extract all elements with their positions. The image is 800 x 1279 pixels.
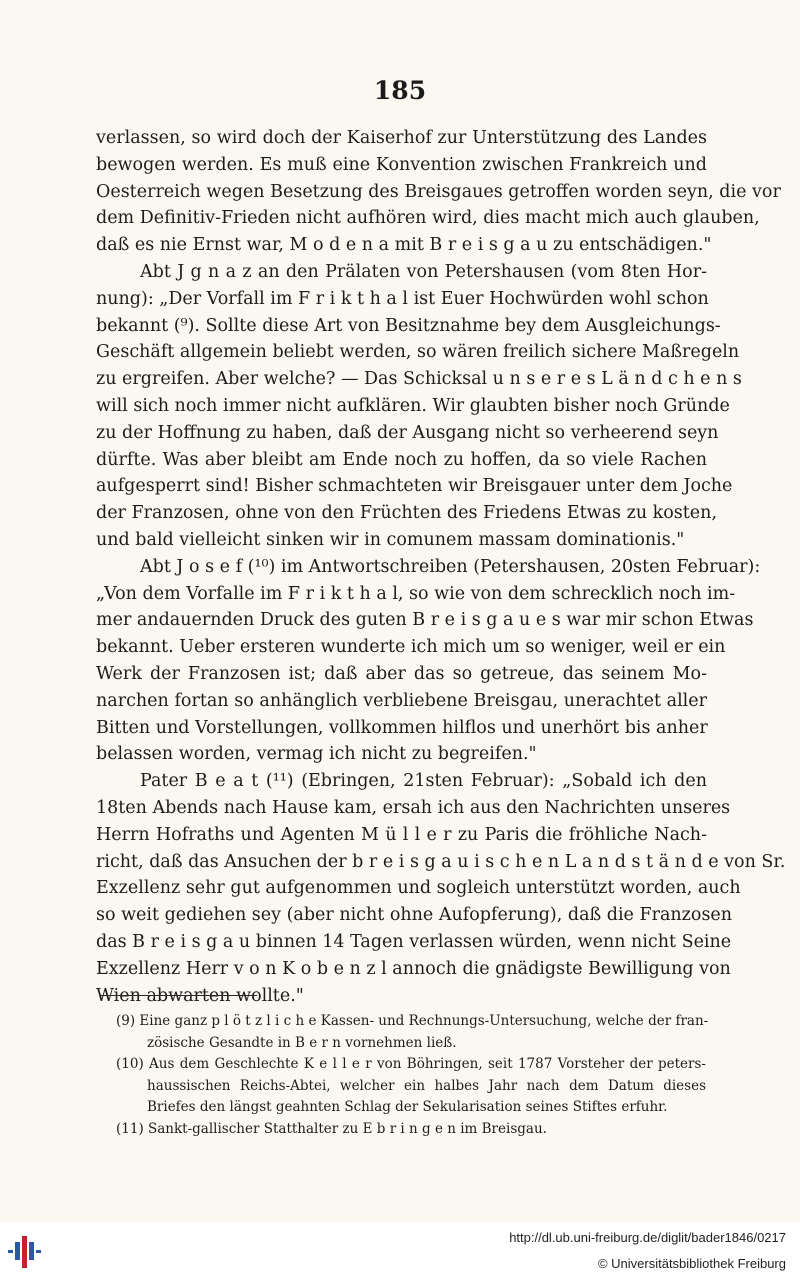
text-line: mer andauernden Druck des guten B r e i s g a u e s war mir schon Etwas [96, 610, 754, 631]
text-line: narchen fortan so anhänglich verbliebene Breisgau, unerachtet aller [96, 690, 707, 711]
text-line: Abt J g n a z an den Prälaten von Petershausen (vom 8ten Hor- [140, 261, 707, 282]
footnote-line: (11) Sankt-gallischer Statthalter zu E b r i n g e n im Breisgau. [116, 1120, 547, 1137]
text-line: bekannt. Ueber ersteren wunderte ich mich um so weniger, weil er ein [96, 637, 726, 658]
text-line: der Franzosen, ohne von den Früchten des Friedens Etwas zu kosten, [96, 503, 718, 524]
text-line: belassen worden, vermag ich nicht zu begreifen." [96, 744, 537, 765]
text-line: Pater B e a t (¹¹) (Ebringen, 21sten Februar): „Sobald ich den [140, 771, 707, 792]
ub-freiburg-logo-icon [6, 1230, 42, 1270]
text-line: daß es nie Ernst war, M o d e n a mit B r e i s g a u zu entschädigen." [96, 235, 712, 256]
text-line: zu der Hoffnung zu haben, daß der Ausgang nicht so verheerend seyn [96, 422, 719, 443]
text-line: „Von dem Vorfalle im F r i k t h a l, so wie von dem schrecklich noch im- [96, 583, 736, 604]
text-line: dürfte. Was aber bleibt am Ende noch zu hoffen, da so viele Rachen [96, 449, 707, 470]
text-line: das B r e i s g a u binnen 14 Tagen verlassen würden, wenn nicht Seine [96, 931, 732, 952]
text-line: Oesterreich wegen Besetzung des Breisgaues getroffen worden seyn, die vor [96, 181, 781, 202]
text-line: bekannt (⁹). Sollte diese Art von Besitznahme bey dem Ausgleichungs- [96, 315, 721, 336]
page-number: 185 [373, 76, 427, 105]
body-text [96, 125, 786, 1009]
text-line: und bald vielleicht sinken wir in comunem massam dominationis." [96, 529, 685, 550]
text-line: Wien abwarten wollte." [96, 985, 304, 1006]
text-line: 18ten Abends nach Hause kam, ersah ich aus den Nachrichten unseres [96, 797, 731, 818]
text-line: verlassen, so wird doch der Kaiserhof zur Unterstützung des Landes [96, 128, 707, 148]
footnote-line: (10) Aus dem Geschlechte K e l l e r von Böhringen, seit 1787 Vorsteher der peters- [116, 1056, 706, 1072]
text-line: nung): „Der Vorfall im F r i k t h a l ist Euer Hochwürden wohl schon [96, 288, 709, 309]
copyright-notice: © Universitätsbibliothek Freiburg [597, 1256, 786, 1271]
text-line: will sich noch immer nicht aufklären. Wir glaubten bisher noch Gründe [96, 395, 730, 416]
text-line: Geschäft allgemein beliebt werden, so wären freilich sichere Maßregeln [96, 342, 740, 363]
text-line: zu ergreifen. Aber welche? — Das Schicksal u n s e r e s L ä n d c h e n s [96, 369, 742, 390]
text-line: Abt J o s e f (¹⁰) im Antwortschreiben (Petershausen, 20sten Februar): [140, 556, 761, 577]
text-line: richt, daß das Ansuchen der b r e i s g a u i s c h e n L a n d s t ä n d e von Sr. [96, 851, 786, 872]
footnote-divider [101, 995, 257, 996]
footnote-line: (9) Eine ganz p l ö t z l i c h e Kassen- und Rechnungs-Untersuchung, welche der fran- [116, 1013, 709, 1029]
footnote-line: zösische Gesandte in B e r n vornehmen ließ. [147, 1034, 457, 1051]
text-line: Exzellenz Herr v o n K o b e n z l annoch die gnädigste Bewilligung von [96, 958, 731, 979]
text-line: dem Definitiv-Frieden nicht aufhören wird, dies macht mich auch glauben, [96, 208, 760, 229]
permalink[interactable]: http://dl.ub.uni-freiburg.de/diglit/bader1846/0217 [509, 1230, 786, 1245]
footnotes [116, 1011, 709, 1140]
text-line: Bitten und Vorstellungen, vollkommen hilflos und unerhört bis anher [96, 717, 708, 738]
text-line: Herrn Hofraths und Agenten M ü l l e r zu Paris die fröhliche Nach- [96, 824, 707, 845]
footnote-line: haussischen Reichs-Abtei, welcher ein halbes Jahr nach dem Datum dieses [147, 1077, 706, 1094]
text-line: bewogen werden. Es muß eine Konvention zwischen Frankreich und [96, 154, 707, 175]
text-line: aufgesperrt sind! Bisher schmachteten wir Breisgauer unter dem Joche [96, 476, 733, 497]
viewer-footer [0, 1222, 800, 1279]
footnote-line: Briefes den längst geahnten Schlag der Sekularisation seines Stiftes erfuhr. [147, 1099, 668, 1115]
text-line: Exzellenz sehr gut aufgenommen und sogleich unterstützt worden, auch [96, 878, 741, 899]
text-line: so weit gediehen sey (aber nicht ohne Aufopferung), daß die Franzosen [96, 905, 733, 926]
text-line: Werk der Franzosen ist; daß aber das so getreue, das seinem Mo- [96, 663, 707, 684]
